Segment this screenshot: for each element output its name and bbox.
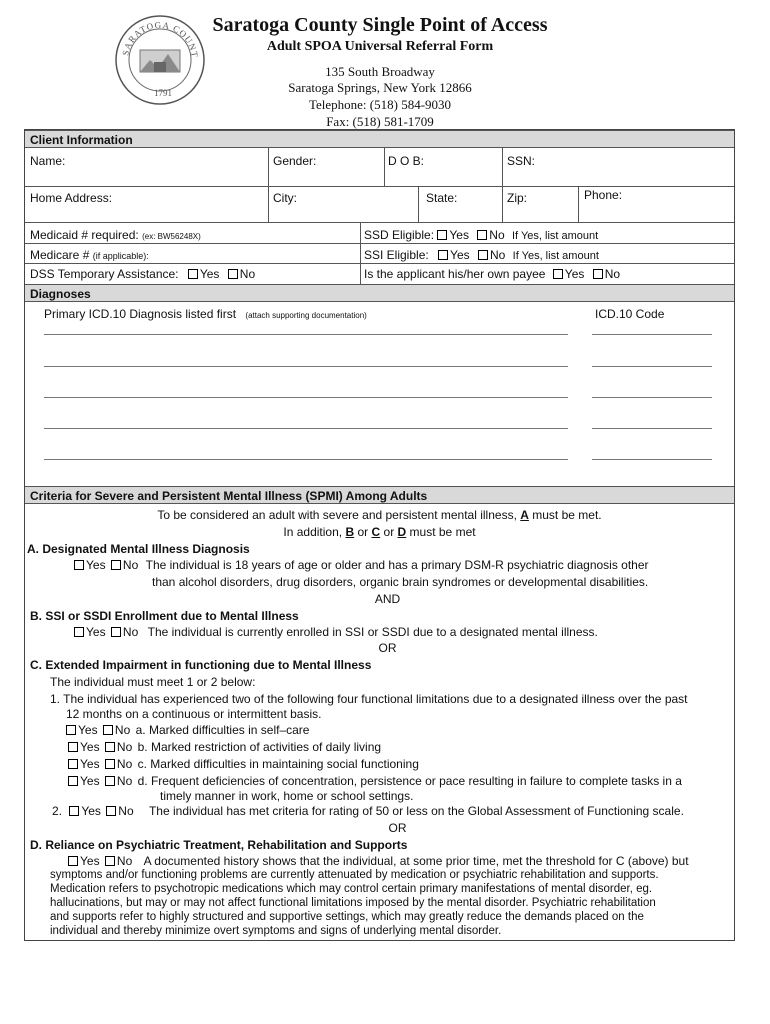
- criterion-d-text-6: individual and thereby minimize overt symptoms and signs of underlying mental disorder.: [50, 925, 502, 937]
- no-label: No: [489, 228, 505, 242]
- criterion-a-yes-checkbox[interactable]: [74, 560, 84, 570]
- c1c-yes-checkbox[interactable]: [68, 759, 78, 769]
- criterion-c1b-row: [68, 740, 381, 754]
- primary-hint: (attach supporting documentation): [245, 311, 367, 320]
- diagnoses-header: Diagnoses: [25, 284, 734, 302]
- divider: [578, 186, 579, 222]
- no-label: No: [116, 740, 133, 754]
- form-subtitle: Adult SPOA Universal Referral Form: [266, 39, 494, 54]
- c1a-no-checkbox[interactable]: [103, 725, 113, 735]
- intro2-text: In addition,: [283, 525, 343, 539]
- intro2-c: C: [371, 525, 381, 539]
- criterion-c1c-row: [68, 757, 419, 771]
- primary-diagnosis-label: [44, 307, 367, 321]
- criterion-a-text: The individual is 18 years of age or older and has a primary DSM-R psychiatric diagnosis other: [145, 558, 649, 572]
- spmi-criteria-header: Criteria for Severe and Persistent Mental Illness (SPMI) Among Adults: [25, 486, 734, 504]
- diagnosis-line-3[interactable]: [44, 397, 568, 398]
- criterion-d-text-3: Medication refers to psychotropic medications which may control certain primary manifestations of mental disorder, eg.: [50, 883, 653, 895]
- payee-label: Is the applicant his/her own payee: [364, 267, 546, 281]
- yes-label: Yes: [78, 723, 98, 737]
- c2-number: 2.: [52, 804, 63, 818]
- or-label-2: OR: [388, 821, 407, 835]
- icd-code-line-5[interactable]: [592, 459, 712, 460]
- yes-label: Yes: [80, 757, 100, 771]
- medicare-field[interactable]: [30, 248, 149, 262]
- ssd-label: SSD Eligible:: [364, 228, 435, 242]
- intro2-end: must be met: [409, 525, 476, 539]
- address-line-1: 135 South Broadway: [325, 64, 435, 79]
- icd-code-line-4[interactable]: [592, 428, 712, 429]
- criterion-b-row: [74, 625, 598, 639]
- if-yes-amount: If Yes, list amount: [511, 230, 599, 242]
- yes-label: Yes: [81, 804, 101, 818]
- if-yes-amount: If Yes, list amount: [512, 250, 599, 262]
- own-payee: [364, 267, 620, 281]
- telephone: Telephone: (518) 584-9030: [308, 97, 452, 112]
- no-label: No: [116, 774, 133, 788]
- zip-field[interactable]: Zip:: [507, 191, 528, 205]
- intro2-b: B: [345, 525, 355, 539]
- yes-label: Yes: [80, 774, 100, 788]
- icd-code-line-2[interactable]: [592, 366, 712, 367]
- ssi-yes-checkbox[interactable]: [438, 250, 448, 260]
- criterion-d-yes-checkbox[interactable]: [68, 856, 78, 866]
- c2-text: The individual has met criteria for rating of 50 or less on the Global Assessment of Functioning scale.: [148, 804, 684, 818]
- divider: [25, 222, 734, 223]
- form-title: Saratoga County Single Point of Access: [212, 14, 548, 36]
- fax: Fax: (518) 581-1709: [326, 114, 434, 129]
- ssd-eligible: [364, 228, 598, 242]
- no-label: No: [122, 558, 139, 572]
- gender-field[interactable]: Gender:: [273, 154, 317, 168]
- criterion-d-title: D. Reliance on Psychiatric Treatment, Rehabilitation and Supports: [30, 838, 408, 852]
- intro2-or: or: [383, 525, 395, 539]
- criterion-c1d-row: [68, 774, 682, 788]
- phone-field[interactable]: Phone:: [584, 188, 623, 202]
- dss-label: DSS Temporary Assistance:: [30, 267, 179, 281]
- c1b-text: b. Marked restriction of activities of daily living: [137, 740, 382, 754]
- yes-label: Yes: [450, 248, 470, 262]
- yes-label: Yes: [564, 267, 585, 281]
- divider: [502, 148, 503, 222]
- intro2-d: D: [397, 525, 407, 539]
- diagnosis-line-4[interactable]: [44, 428, 568, 429]
- ssd-no-checkbox[interactable]: [477, 230, 487, 240]
- medicare-hint: (if applicable):: [92, 251, 149, 261]
- icd-code-line-1[interactable]: [592, 334, 712, 335]
- criterion-c2-row: [52, 804, 684, 818]
- medicaid-label: Medicaid # required:: [30, 228, 139, 242]
- icd-code-line-3[interactable]: [592, 397, 712, 398]
- criterion-c1d-text-2: timely manner in work, home or school settings.: [160, 789, 414, 803]
- no-label: No: [116, 854, 133, 868]
- c1d-no-checkbox[interactable]: [105, 776, 115, 786]
- c1b-yes-checkbox[interactable]: [68, 742, 78, 752]
- criterion-a-title: A. Designated Mental Illness Diagnosis: [27, 542, 250, 556]
- svg-text:SARATOGA COUNTY: SARATOGA COUNT: [120, 19, 201, 59]
- divider: [25, 263, 734, 264]
- criterion-b-title: B. SSI or SSDI Enrollment due to Mental Illness: [30, 609, 299, 623]
- criterion-d-text-2: symptoms and/or functioning problems are currently attenuated by medication or psychiatric rehabilitation and supports.: [50, 869, 659, 881]
- c1c-no-checkbox[interactable]: [105, 759, 115, 769]
- state-field[interactable]: State:: [426, 191, 458, 205]
- intro1-text: To be considered an adult with severe and persistent mental illness,: [157, 508, 517, 522]
- no-label: No: [604, 267, 621, 281]
- criterion-c1-text: 1. The individual has experienced two of the following four functional limitations due to a designated illness over the past: [50, 692, 688, 706]
- divider: [418, 186, 419, 222]
- criterion-d-text-5: and supports refer to highly structured and supportive settings, which may greatly reduce the demands placed on the: [50, 911, 644, 923]
- no-label: No: [116, 757, 133, 771]
- home-address-field[interactable]: Home Address:: [30, 191, 113, 205]
- c1d-yes-checkbox[interactable]: [68, 776, 78, 786]
- payee-no-checkbox[interactable]: [593, 269, 603, 279]
- medicare-label: Medicare #: [30, 248, 90, 262]
- c2-yes-checkbox[interactable]: [69, 806, 79, 816]
- ssi-no-checkbox[interactable]: [478, 250, 488, 260]
- diagnosis-line-1[interactable]: [44, 334, 568, 335]
- criterion-d-row: [68, 854, 689, 868]
- criterion-a-no-checkbox[interactable]: [111, 560, 121, 570]
- yes-label: Yes: [80, 740, 100, 754]
- ssd-yes-checkbox[interactable]: [437, 230, 447, 240]
- criteria-intro-2: [25, 525, 734, 539]
- c1c-text: c. Marked difficulties in maintaining social functioning: [137, 757, 419, 771]
- criterion-d-text: A documented history shows that the individual, at some prior time, met the threshold for C (above) but: [143, 854, 689, 868]
- dob-field[interactable]: D O B:: [388, 154, 425, 168]
- divider: [384, 148, 385, 186]
- c2-no-checkbox[interactable]: [106, 806, 116, 816]
- criterion-d-text-4: hallucinations, but may or may not affect functional limitations imposed by the mental disorder. Psychiatric rehabilitation: [50, 897, 656, 909]
- icd-code-label: ICD.10 Code: [595, 307, 665, 321]
- address-line-2: Saratoga Springs, New York 12866: [288, 80, 472, 95]
- and-label: AND: [374, 592, 401, 606]
- city-field[interactable]: City:: [273, 191, 297, 205]
- medicaid-hint: (ex: BW56248X): [142, 232, 201, 241]
- name-field[interactable]: Name:: [30, 154, 66, 168]
- no-label: No: [239, 267, 256, 281]
- criterion-c-intro: The individual must meet 1 or 2 below:: [50, 675, 256, 689]
- criteria-intro-1: [25, 508, 734, 522]
- intro1-a: A: [520, 508, 529, 522]
- criterion-d-no-checkbox[interactable]: [105, 856, 115, 866]
- no-label: No: [114, 723, 131, 737]
- criterion-a-row: [74, 558, 649, 572]
- medicaid-field[interactable]: [30, 228, 201, 242]
- yes-label: Yes: [449, 228, 469, 242]
- dss-assistance: [30, 267, 255, 281]
- criterion-c-title: C. Extended Impairment in functioning due to Mental Illness: [30, 658, 372, 672]
- ssi-label: SSI Eligible:: [364, 248, 429, 262]
- criterion-c1a-row: [66, 723, 309, 737]
- divider: [268, 148, 269, 222]
- primary-text: Primary ICD.10 Diagnosis listed first: [44, 307, 237, 321]
- yes-label: Yes: [86, 625, 106, 639]
- c1d-text: d. Frequent deficiencies of concentration, persistence or pace resulting in failure to complete tasks in a: [137, 774, 682, 788]
- intro1-end: must be met.: [532, 508, 602, 522]
- or-label: OR: [378, 641, 397, 655]
- no-label: No: [122, 625, 139, 639]
- ssn-field[interactable]: SSN:: [507, 154, 536, 168]
- dss-yes-checkbox[interactable]: [188, 269, 198, 279]
- intro2-or: or: [357, 525, 369, 539]
- criterion-b-no-checkbox[interactable]: [111, 627, 121, 637]
- criterion-b-yes-checkbox[interactable]: [74, 627, 84, 637]
- diagnosis-line-2[interactable]: [44, 366, 568, 367]
- c1a-yes-checkbox[interactable]: [66, 725, 76, 735]
- no-label: No: [118, 804, 134, 818]
- divider: [25, 243, 734, 244]
- yes-label: Yes: [80, 854, 100, 868]
- diagnosis-line-5[interactable]: [44, 459, 568, 460]
- divider: [360, 222, 361, 284]
- svg-text:1791: 1791: [154, 88, 172, 98]
- ssi-eligible: [364, 248, 599, 262]
- criterion-a-text-2: than alcohol disorders, drug disorders, organic brain syndromes or developmental disabilities.: [152, 575, 649, 589]
- yes-label: Yes: [199, 267, 220, 281]
- c1a-text: a. Marked difficulties in self–care: [135, 723, 310, 737]
- payee-yes-checkbox[interactable]: [553, 269, 563, 279]
- no-label: No: [489, 248, 506, 262]
- client-information-header: Client Information: [25, 130, 734, 148]
- criterion-c1-text-2: 12 months on a continuous or intermittent basis.: [66, 707, 322, 721]
- criterion-b-text: The individual is currently enrolled in SSI or SSDI due to a designated mental illness.: [147, 625, 598, 639]
- divider: [25, 186, 734, 187]
- dss-no-checkbox[interactable]: [228, 269, 238, 279]
- yes-label: Yes: [86, 558, 106, 572]
- c1b-no-checkbox[interactable]: [105, 742, 115, 752]
